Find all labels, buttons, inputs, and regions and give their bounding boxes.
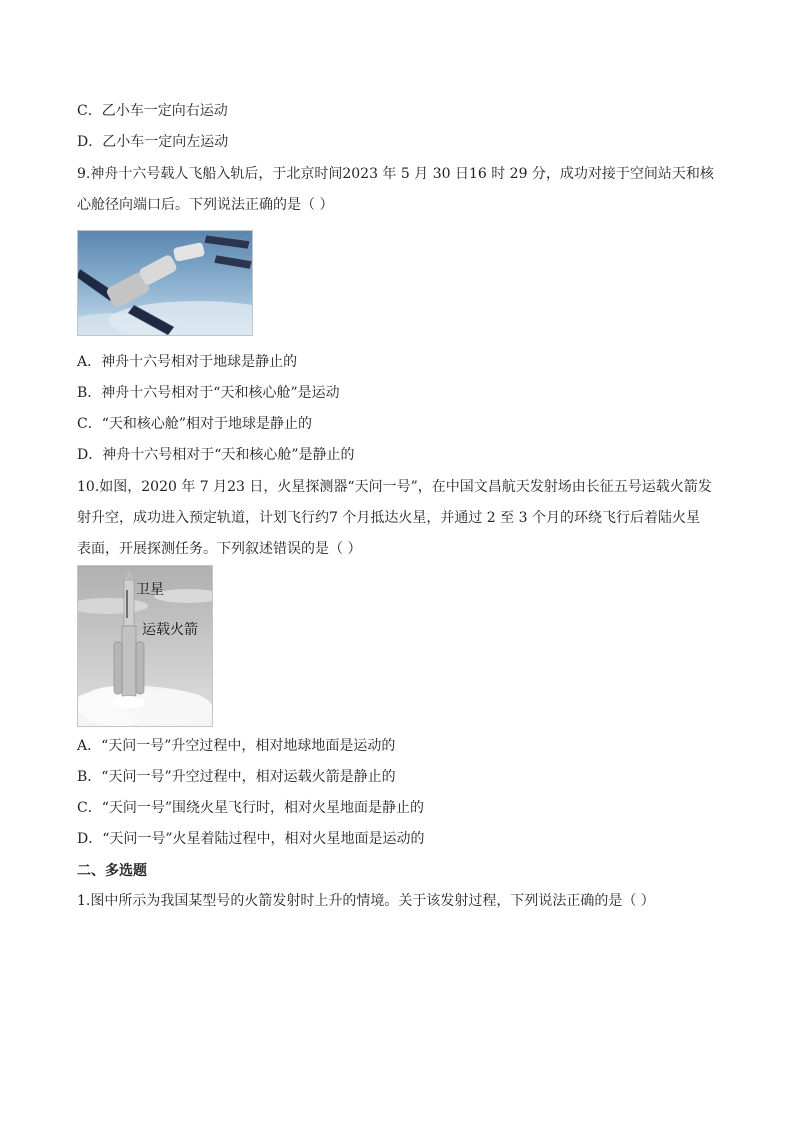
q9-option-d: D．神舟十六号相对于“天和核心舱”是静止的 — [77, 447, 355, 463]
rocket-label: 运载火箭 — [142, 622, 198, 638]
q10-stem-line-2: 射升空，成功进入预定轨道，计划飞行约7 个月抵达火星，并通过 2 至 3 个月的环绕飞行后着陆火星 — [77, 510, 700, 526]
m1-stem: 1.图中所示为我国某型号的火箭发射时上升的情境。关于该发射过程，下列说法正确的是（ ） — [77, 893, 655, 909]
q10-option-d: D．“天问一号”火星着陆过程中，相对火星地面是运动的 — [77, 831, 425, 847]
q10-option-c: C．“天问一号”围绕火星飞行时，相对火星地面是静止的 — [77, 800, 425, 816]
satellite-label: 卫星 — [136, 582, 164, 598]
q10-stem-line-3: 表面，开展探测任务。下列叙述错误的是（ ） — [77, 541, 362, 557]
q10-option-a: A．“天问一号”升空过程中，相对地球地面是运动的 — [77, 738, 396, 754]
q9-option-a: A．神舟十六号相对于地球是静止的 — [77, 354, 298, 370]
q10-option-b: B．“天问一号”升空过程中，相对运载火箭是静止的 — [77, 769, 396, 785]
q9-option-c: C．“天和核心舱”相对于地球是静止的 — [77, 416, 313, 432]
rocket-image — [77, 565, 213, 727]
q9-stem-line-2: 心舱径向端口后。下列说法正确的是（ ） — [77, 197, 334, 213]
q8-option-c: C．乙小车一定向右运动 — [77, 103, 228, 119]
q8-option-d: D．乙小车一定向左运动 — [77, 134, 229, 150]
spacecraft-image — [77, 230, 253, 336]
q9-option-b: B．神舟十六号相对于“天和核心舱”是运动 — [77, 385, 340, 401]
section-heading-multiple-choice: 二、多选题 — [77, 863, 147, 879]
q9-stem-line-1: 9.神舟十六号载人飞船入轨后，于北京时间2023 年 5 月 30 日16 时 29 分，成功对接于空间站天和核 — [77, 166, 714, 182]
q10-stem-line-1: 10.如图，2020 年 7 月23 日，火星探测器“天问一号”，在中国文昌航天发射场由长征五号运载火箭发 — [77, 479, 712, 495]
